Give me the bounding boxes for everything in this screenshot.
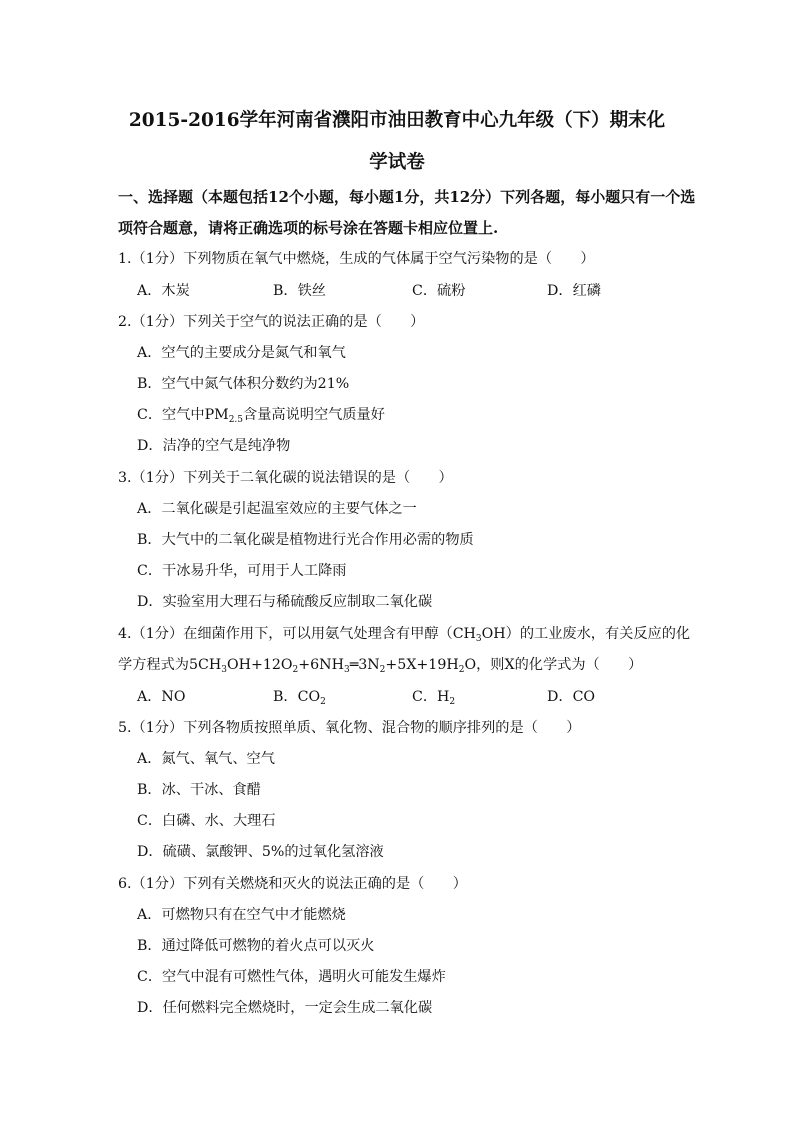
question-4-option-b: B．$CO_2$ [273, 689, 326, 707]
question-6-stem: 6.（1分）下列有关燃烧和灭火的说法正确的是（ ） [118, 876, 467, 892]
question-5-option-d: D．硫磺、氯酸钾、5%的过氧化氢溶液 [137, 844, 384, 860]
question-1-option-d: D．红磷 [547, 283, 601, 299]
question-5-stem: 5.（1分）下列各物质按照单质、氧化物、混合物的顺序排列的是（ ） [118, 720, 581, 736]
question-3-option-a: A．二氧化碳是引起温室效应的主要气体之一 [137, 501, 417, 517]
section-heading-line-1: 一、选择题（本题包括12个小题，每小题1分，共12分）下列各题，每小题只有一个选 [118, 188, 696, 206]
question-1-option-a: A．木炭 [137, 283, 190, 299]
question-6-option-c: C．空气中混有可燃性气体，遇明火可能发生爆炸 [137, 969, 446, 985]
question-3-option-d: D．实验室用大理石与稀硫酸反应制取二氧化碳 [137, 594, 433, 610]
question-6-option-b: B．通过降低可燃物的着火点可以灭火 [137, 938, 375, 954]
question-5-option-b: B．冰、干冰、食醋 [137, 782, 261, 798]
question-4-option-c: C．$H_2$ [412, 689, 456, 707]
question-2-option-b: B．空气中氮气体积分数约为21% [137, 376, 350, 392]
question-1-option-c: C．硫粉 [412, 283, 466, 299]
question-4-stem-line-1: 4.（1分）在细菌作用下，可以用氨气处理含有甲醇$(CH_3OH)$的工业废水，有关反应的化 [118, 626, 691, 644]
question-3-option-b: B．大气中的二氧化碳是植物进行光合作用必需的物质 [137, 532, 474, 548]
question-1-option-b: B．铁丝 [273, 283, 326, 299]
question-2-option-a: A．空气的主要成分是氮气和氧气 [137, 345, 346, 361]
question-4-option-d: D．CO [547, 689, 596, 705]
question-1-stem: 1.（1分）下列物质在氧气中燃烧，生成的气体属于空气污染物的是（ ） [118, 251, 595, 267]
question-2-stem: 2.（1分）下列关于空气的说法正确的是（ ） [118, 314, 425, 330]
section-heading-line-2: 项符合题意，请将正确选项的标号涂在答题卡相应位置上. [118, 219, 499, 237]
question-4-option-a: A．NO [137, 689, 186, 705]
question-4-stem-line-2: 学方程式为$5CH_3OH+12O_2+6NH_3═3N_2+5X+19H_2O$，则X的化学式为（ ） [118, 657, 643, 675]
question-5-option-a: A．氮气、氧气、空气 [137, 751, 275, 767]
question-6-option-d: D．任何燃料完全燃烧时，一定会生成二氧化碳 [137, 1000, 433, 1016]
question-3-option-c: C．干冰易升华，可用于人工降雨 [137, 563, 347, 579]
question-2-option-d: D．洁净的空气是纯净物 [137, 438, 291, 454]
page-title-line-1: 2015-2016学年河南省濮阳市油田教育中心九年级（下）期末化 [128, 110, 666, 131]
question-3-stem: 3.（1分）下列关于二氧化碳的说法错误的是（ ） [118, 470, 453, 486]
question-2-option-c: C．空气中$PM_{2.5}$含量高说明空气质量好 [137, 407, 385, 425]
page-title-line-2: 学试卷 [369, 152, 425, 173]
question-5-option-c: C．白磷、水、大理石 [137, 813, 276, 829]
question-6-option-a: A．可燃物只有在空气中才能燃烧 [137, 907, 346, 923]
